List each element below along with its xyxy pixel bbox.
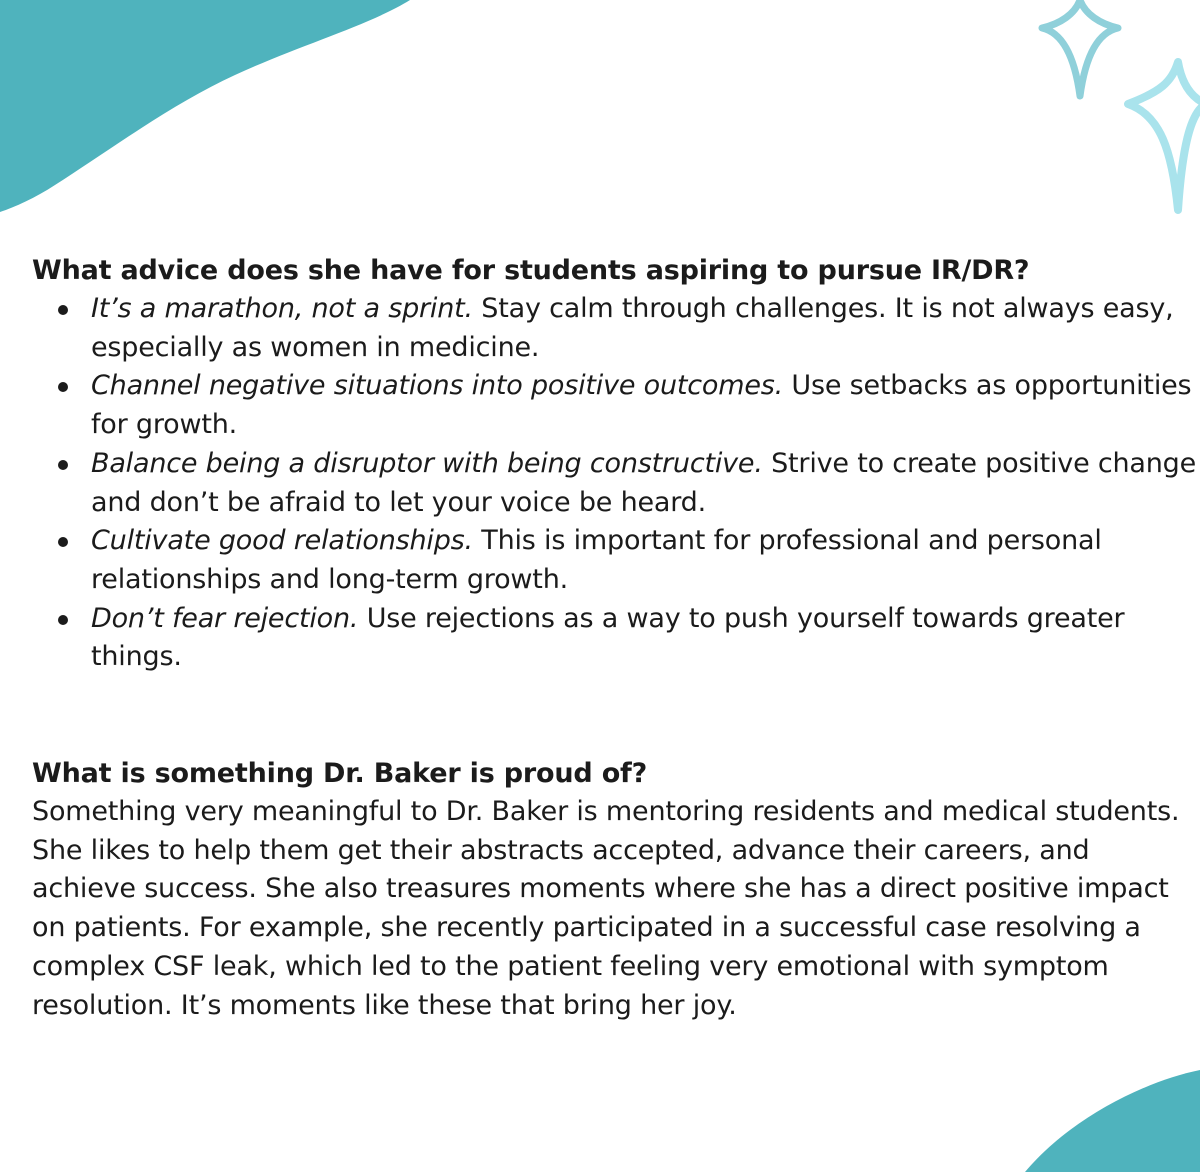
sparkle-icon [1042,0,1118,96]
list-item [32,290,1200,367]
advice-body: Use rejections as a way to push yourself towards greater things. [91,602,1125,673]
bullet-icon [58,305,68,315]
advice-body: Stay calm through challenges. It is not always easy, especially as women in medicine. [91,293,1174,363]
advice-body: This is important for professional and personal relationships and long-term growth. [91,525,1102,595]
list-item [32,445,1200,522]
list-item [32,367,1200,444]
advice-tip: Don’t fear rejection. [91,602,367,634]
advice-section [32,252,1200,677]
advice-heading: What advice does she have for students aspiring to pursue IR/DR? [32,255,1030,286]
list-item [32,522,1200,599]
article-content [32,252,1200,1025]
advice-body: Strive to create positive change and don’t be afraid to let your voice be heard. [91,447,1197,518]
bullet-icon [58,382,68,392]
advice-tip: Channel negative situations into positive outcomes. [91,370,792,402]
advice-list [32,290,1200,677]
proud-section [32,755,1200,1025]
bullet-icon [58,460,68,470]
advice-body: Use setbacks as opportunities for growth. [91,370,1192,441]
proud-paragraph: Something very meaningful to Dr. Baker is mentoring residents and medical students. She likes to help them get their abstracts accepted, advance their careers, and achieve success. She also treasures moments where she has a direct positive impact on patients. For example, she recently participated in a successful case resolving a complex CSF leak, which led to the patient feeling very emotional with symptom resolution. It’s moments like these that bring her joy. [32,796,1180,1021]
advice-tip: Cultivate good relationships. [91,525,482,557]
advice-tip: Balance being a disruptor with being constructive. [91,447,772,479]
sparkle-icon [1128,62,1200,210]
bullet-icon [58,615,68,625]
advice-tip: It’s a marathon, not a sprint. [91,293,482,324]
bullet-icon [58,537,68,547]
proud-heading: What is something Dr. Baker is proud of? [32,758,648,790]
teal-wave-bottom-right [1025,1070,1200,1172]
teal-wave-top-left [0,0,410,212]
list-item [32,600,1200,677]
